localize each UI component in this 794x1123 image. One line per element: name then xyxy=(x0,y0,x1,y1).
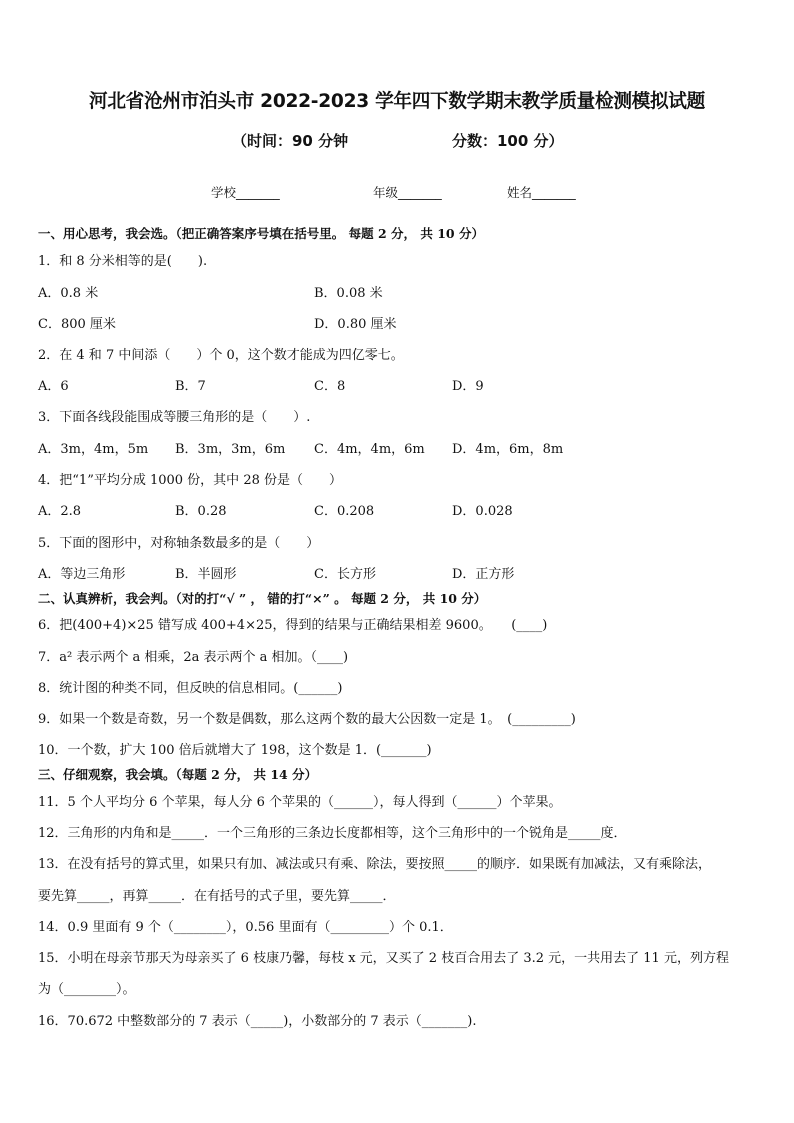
school-field: 学校_______ xyxy=(211,185,280,200)
q4-option-c: C．0.208 xyxy=(314,504,375,519)
question-1: 1．和 8 分米相等的是( ). xyxy=(38,254,208,269)
q5-option-b: B．半圆形 xyxy=(175,567,237,582)
question-2: 2．在 4 和 7 中间添（ ）个 0，这个数才能成为四亿零七。 xyxy=(38,348,404,363)
q2-option-c: C．8 xyxy=(314,379,346,394)
question-10: 10．一个数，扩大 100 倍后就增大了 198，这个数是 1．(_______) xyxy=(38,743,432,758)
q1-option-d: D．0.80 厘米 xyxy=(314,317,397,332)
time-label: （时间：90 分钟 xyxy=(232,132,349,150)
q1-option-a: A．0.8 米 xyxy=(38,286,99,301)
q5-option-c: C．长方形 xyxy=(314,567,376,582)
grade-field: 年级_______ xyxy=(373,185,442,200)
name-field: 姓名_______ xyxy=(507,185,576,200)
question-5: 5．下面的图形中，对称轴条数最多的是（ ） xyxy=(38,536,320,551)
question-13-continued: 要先算_____，再算_____．在有括号的式子里，要先算_____． xyxy=(38,889,396,904)
q2-option-b: B．7 xyxy=(175,379,206,394)
q4-option-a: A．2.8 xyxy=(38,504,82,519)
question-15: 15．小明在母亲节那天为母亲买了 6 枝康乃馨，每枝 x 元，又买了 2 枝百合用去了 3.2 元，一共用去了 11 元，列方程 xyxy=(38,951,729,966)
q4-option-d: D．0.028 xyxy=(452,504,513,519)
question-15-continued: 为（________）。 xyxy=(38,982,136,997)
question-16: 16．70.672 中整数部分的 7 表示（_____)，小数部分的 7 表示（_______). xyxy=(38,1014,477,1029)
question-9: 9．如果一个数是奇数，另一个数是偶数，那么这两个数的最大公因数一定是 1。 (_________) xyxy=(38,712,576,727)
q5-option-d: D．正方形 xyxy=(452,567,515,582)
question-8: 8．统计图的种类不同，但反映的信息相同。(______) xyxy=(38,681,343,696)
q4-option-b: B．0.28 xyxy=(175,504,227,519)
score-label: 分数：100 分） xyxy=(452,132,564,150)
question-3: 3．下面各线段能围成等腰三角形的是（ ）. xyxy=(38,410,311,425)
question-12: 12．三角形的内角和是_____．一个三角形的三条边长度都相等，这个三角形中的一个锐角是_____度． xyxy=(38,826,627,841)
section-heading-3: 三、仔细观察，我会填。（每题 2 分， 共 14 分） xyxy=(38,767,318,782)
question-7: 7．a² 表示两个 a 相乘，2a 表示两个 a 相加。（____) xyxy=(38,650,349,665)
section-heading-1: 一、用心思考，我会选。（把正确答案序号填在括号里。 每题 2 分， 共 10 分） xyxy=(38,226,484,241)
question-4: 4．把“1”平均分成 1000 份，其中 28 份是（ ） xyxy=(38,473,342,488)
q3-option-a: A．3m，4m，5m xyxy=(38,442,149,457)
question-11: 11．5 个人平均分 6 个苹果，每人分 6 个苹果的（______），每人得到（______）个苹果。 xyxy=(38,795,562,810)
q3-option-b: B．3m，3m，6m xyxy=(175,442,286,457)
question-13: 13．在没有括号的算式里，如果只有加、减法或只有乘、除法，要按照_____的顺序．如果既有加减法，又有乘除法， xyxy=(38,857,712,872)
q3-option-c: C．4m，4m，6m xyxy=(314,442,425,457)
q1-option-b: B．0.08 米 xyxy=(314,286,383,301)
q2-option-a: A．6 xyxy=(38,379,69,394)
q3-option-d: D．4m，6m，8m xyxy=(452,442,564,457)
question-6: 6．把(400+4)×25 错写成 400+4×25，得到的结果与正确结果相差 9600。 (____) xyxy=(38,618,548,633)
section-heading-2: 二、认真辨析，我会判。（对的打“√ ” ， 错的打“×” 。 每题 2 分， 共 10 分） xyxy=(38,591,487,606)
question-14: 14．0.9 里面有 9 个（________），0.56 里面有（_________）个 0.1． xyxy=(38,920,453,935)
q5-option-a: A．等边三角形 xyxy=(38,567,126,582)
q2-option-d: D．9 xyxy=(452,379,484,394)
exam-title: 河北省沧州市泊头市 2022-2023 学年四下数学期末教学质量检测模拟试题 xyxy=(89,90,705,112)
q1-option-c: C．800 厘米 xyxy=(38,317,116,332)
